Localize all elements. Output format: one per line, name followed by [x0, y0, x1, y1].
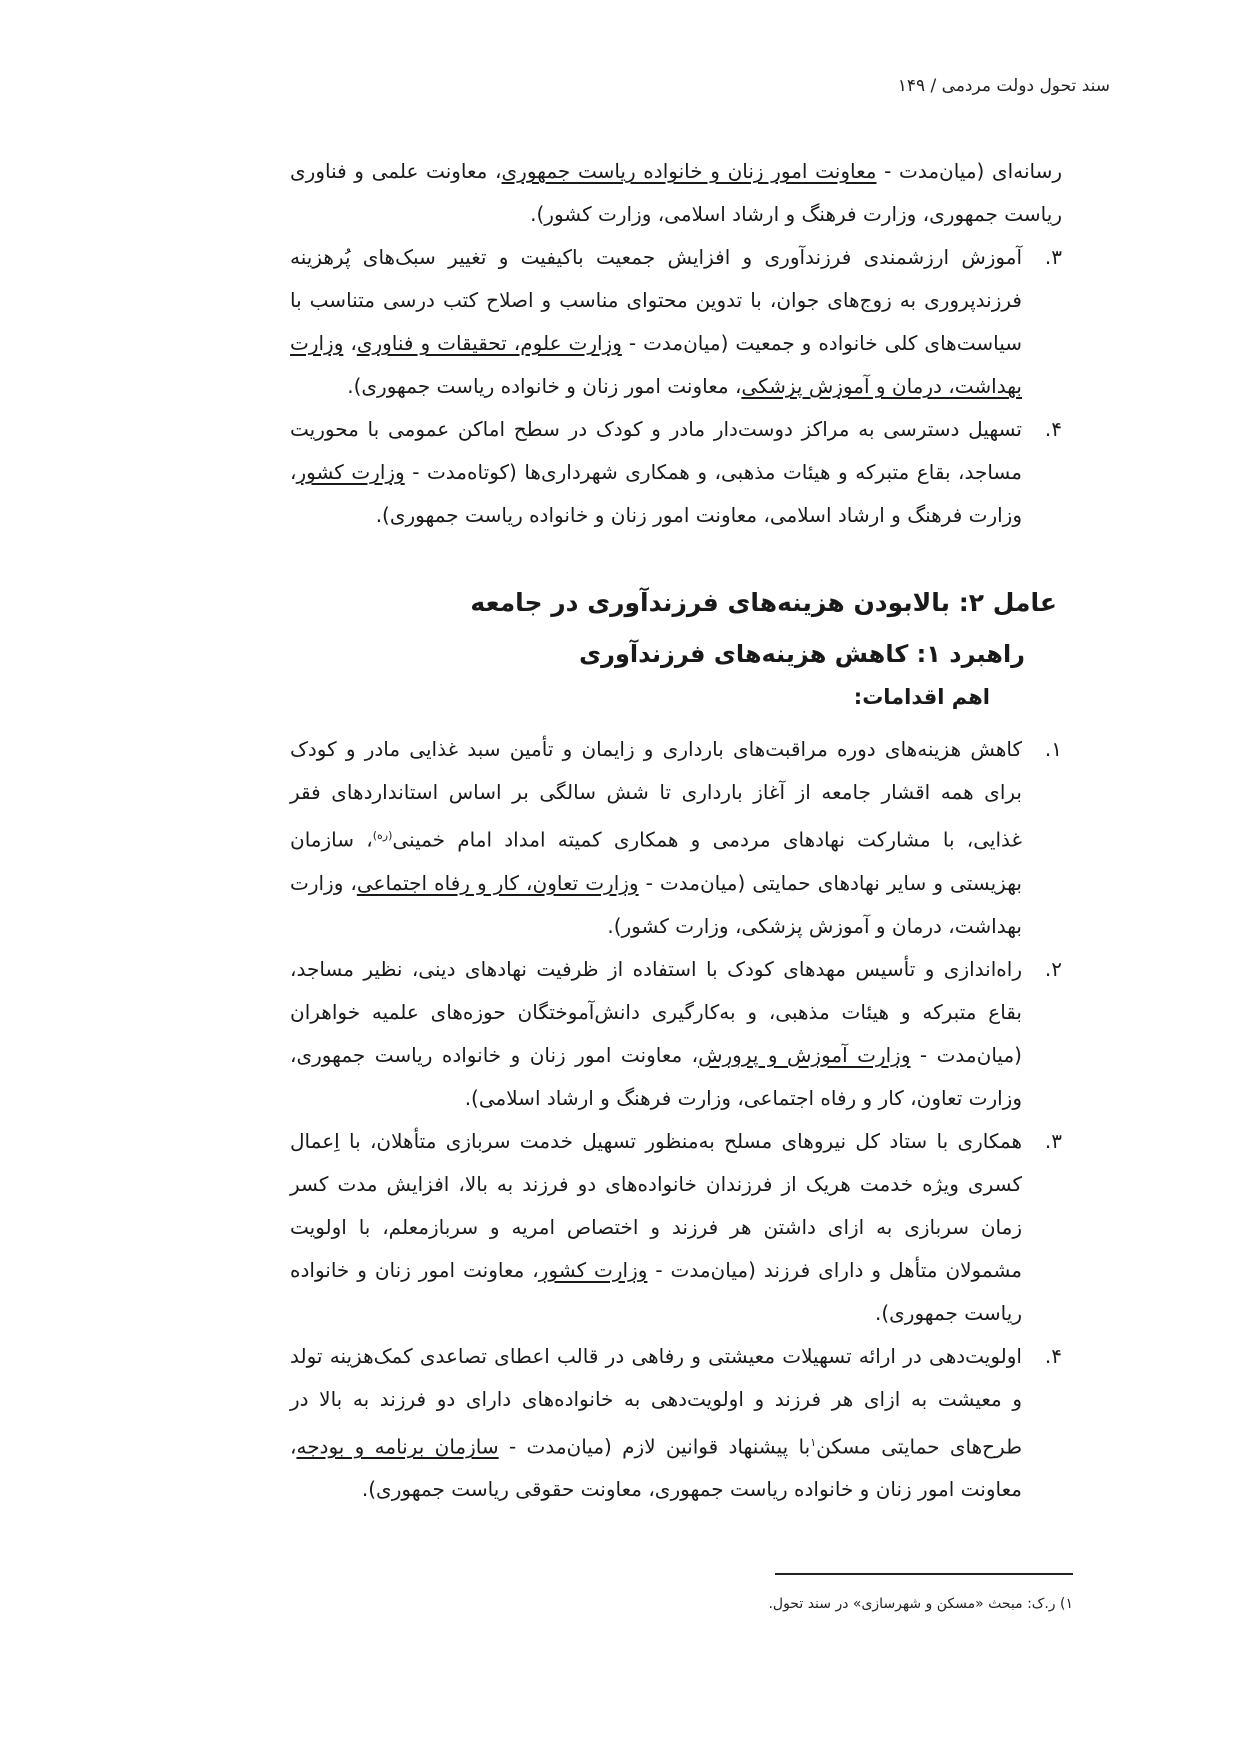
underlined-organization: سازمان برنامه و بودجه: [296, 1434, 499, 1459]
running-head: سند تحول دولت مردمی / ۱۴۹: [897, 76, 1110, 96]
list-item: [290, 1120, 1062, 1335]
superscript: ۱: [810, 1435, 817, 1449]
strategy-heading: راهبرد ۱: کاهش هزینه‌های فرزندآوری: [579, 640, 1025, 668]
list-1: [290, 236, 1062, 537]
continuation-paragraph: [290, 150, 1062, 236]
underlined-organization: وزارت بهداشت، درمان و آموزش پزشکی: [290, 331, 1022, 398]
text-run: ، وزارت فرهنگ و ارشاد اسلامی، معاونت امور زنان و خانواده ریاست جمهوری).: [290, 460, 1022, 527]
list-top: [290, 150, 1062, 537]
underlined-organization: معاونت امور زنان و خانواده ریاست جمهوری: [501, 159, 877, 183]
superscript: (ره): [372, 829, 393, 842]
footnote-separator: [775, 1573, 1073, 1575]
text-run: راه‌اندازی و تأسیس مهدهای کودک با استفاده از ظرفیت نهادهای دینی، نظیر مساجد، بقاع متبرکه و هیئات مذهبی، و به‌کارگیری دانش‌آموختگان حوزه‌های علمیه خواهران (میان‌مدت -: [290, 956, 1022, 1067]
text-run: ،: [343, 331, 357, 355]
text-run: تسهیل دسترسی به مراکز دوست‌دار مادر و کودک در سطح اماکن عمومی با محوریت مساجد، بقاع متبرکه و هیئات مذهبی، و همکاری شهرداری‌ها (کوتاه‌مدت -: [290, 417, 1022, 484]
underlined-organization: وزارت تعاون، کار و رفاه اجتماعی: [356, 870, 639, 895]
list-item: [290, 948, 1062, 1120]
list-item: [290, 408, 1062, 537]
text-run: همکاری با ستاد کل نیروهای مسلح به‌منظور تسهیل خدمت سربازی متأهلان، با اِعمال کسری ویژه خدمت هریک از فرزندان خانواده‌های دو فرزند به بالا، افزایش مدت کسر زمان سربازی به ازای داشتن هر فرزند و اختصاص امریه و سربازمعلم، با اولویت مشمولان متأهل و دارای فرزند (میان‌مدت -: [290, 1128, 1023, 1282]
text-run: رسانه‌ای (میان‌مدت -: [876, 159, 1063, 183]
underlined-organization: وزارت آموزش و پرورش: [698, 1042, 911, 1067]
list-item-number: ۲.: [1044, 956, 1062, 981]
list-item-number: ۴.: [1044, 1343, 1062, 1368]
underlined-organization: وزارت کشور: [538, 1257, 648, 1282]
text-run: ، معاونت امور زنان و خانواده ریاست جمهوری، وزارت تعاون، کار و رفاه اجتماعی، وزارت فرهنگ و ارشاد اسلامی).: [290, 1042, 1022, 1110]
list-item-number: ۳.: [1044, 245, 1062, 269]
list-item: [290, 236, 1062, 408]
list-item-number: ۱.: [1044, 737, 1062, 761]
list-item-number: ۴.: [1044, 417, 1062, 441]
footnote: ۱) ر.ک: مبحث «مسکن و شهرسازی» در سند تحول.: [768, 1596, 1073, 1612]
text-run: آموزش ارزشمندی فرزندآوری و افزایش جمعیت باکیفیت و تغییر سبک‌های پُرهزینه فرزندپروری به زوج‌های جوان، با تدوین محتوای مناسب و اصلاح کتب درسی متناسب با سیاست‌های کلی خانواده و جمعیت (میان‌مدت -: [290, 245, 1022, 355]
actions-heading: اهم اقدامات:: [853, 685, 990, 709]
factor-heading: عامل ۲: بالابودن هزینه‌های فرزندآوری در جامعه: [470, 588, 1057, 617]
text-run: کاهش هزینه‌های دوره مراقبت‌های بارداری و زایمان و تأمین سبد غذایی مادر و کودک برای همه اقشار جامعه از آغاز بارداری تا شش سالگی بر اساس استانداردهای فقر غذایی، با مشارکت نهادهای مردمی و همکاری کمیته امداد امام خمینی: [290, 737, 1022, 852]
text-run: ، معاونت امور زنان و خانواده ریاست جمهوری).: [290, 1257, 1022, 1325]
text-run: ، معاونت امور زنان و خانواده ریاست جمهوری).: [347, 374, 742, 398]
text-run: با پیشنهاد قوانین لازم (میان‌مدت -: [498, 1434, 811, 1459]
text-run: ، سازمان بهزیستی و سایر نهادهای حمایتی (میان‌مدت -: [290, 827, 1022, 895]
text-run: ، معاونت علمی و فناوری ریاست جمهوری، وزارت فرهنگ و ارشاد اسلامی، وزارت کشور).: [290, 159, 1062, 226]
list-2: [290, 728, 1062, 1511]
list-item: [290, 1335, 1062, 1512]
text-run: ، معاونت امور زنان و خانواده ریاست جمهوری، معاونت حقوقی ریاست جمهوری).: [290, 1434, 1022, 1502]
underlined-organization: وزارت کشور: [296, 460, 405, 484]
text-run: اولویت‌دهی در ارائه تسهیلات معیشتی و رفاهی در قالب اعطای تصاعدی کمک‌هزینه تولد و معیشت به ازای هر فرزند و اولویت‌دهی به خانواده‌های دارای دو فرزند به بالا در طرح‌های حمایتی مسکن: [290, 1343, 1023, 1459]
list-item: [290, 728, 1062, 948]
list-item-number: ۳.: [1044, 1128, 1062, 1153]
text-run: ، وزارت بهداشت، درمان و آموزش پزشکی، وزارت کشور).: [290, 870, 1022, 938]
underlined-organization: وزارت علوم، تحقیقات و فناوری: [356, 331, 622, 355]
